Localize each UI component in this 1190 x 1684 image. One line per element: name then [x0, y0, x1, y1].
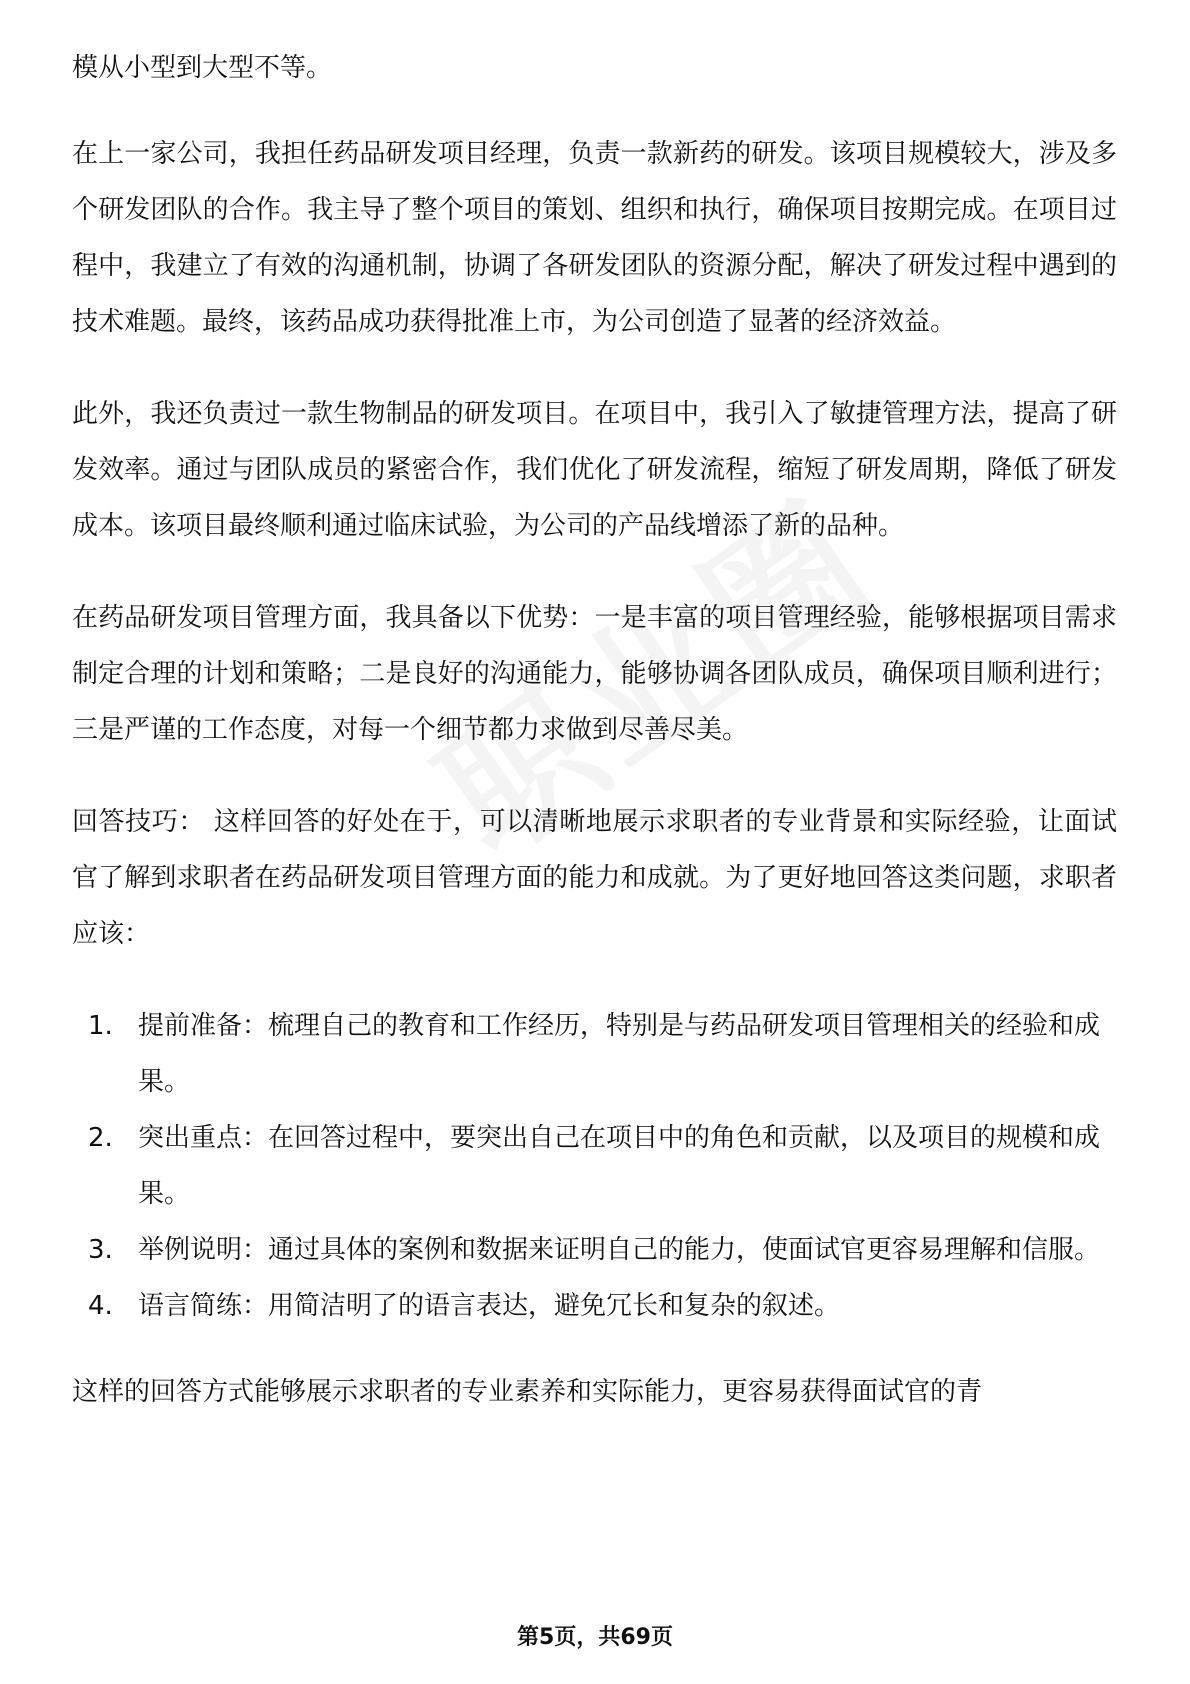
- paragraph-answer-tips: 回答技巧： 这样回答的好处在于，可以清晰地展示求职者的专业背景和实际经验，让面试官了解到求职者在药品研发项目管理方面的能力和成就。为了更好地回答这类问题，求职者应该：: [72, 807, 1117, 949]
- list-item-text: 突出重点：在回答过程中，要突出自己在项目中的角色和贡献，以及项目的规模和成果。: [138, 1123, 1101, 1209]
- list-item-number: 1.: [88, 1011, 113, 1041]
- list-item: [72, 998, 1117, 1110]
- document-body: [72, 40, 1117, 1456]
- paragraph-continuation: 模从小型到大型不等。: [72, 53, 333, 83]
- paragraph-biologics-project: 此外，我还负责过一款生物制品的研发项目。在项目中，我引入了敏捷管理方法，提高了研发效率。通过与团队成员的紧密合作，我们优化了研发流程，缩短了研发周期，降低了研发成本。该项目最终顺利通过临床试验，为公司的产品线增添了新的品种。: [72, 399, 1117, 541]
- list-item: [72, 1222, 1117, 1278]
- list-item: [72, 1278, 1117, 1334]
- paragraph-conclusion: 这样的回答方式能够展示求职者的专业素养和实际能力，更容易获得面试官的青: [72, 1377, 983, 1407]
- list-item-text: 举例说明：通过具体的案例和数据来证明自己的能力，使面试官更容易理解和信服。: [138, 1235, 1101, 1265]
- list-item-text: 语言简练：用简洁明了的语言表达，避免冗长和复杂的叙述。: [138, 1291, 841, 1321]
- list-item-number: 3.: [88, 1235, 113, 1265]
- list-item-number: 4.: [88, 1291, 113, 1321]
- list-item-number: 2.: [88, 1123, 113, 1153]
- list-item: [72, 1110, 1117, 1222]
- page-number: 第5页，共69页: [517, 1625, 673, 1650]
- list-item-text: 提前准备：梳理自己的教育和工作经历，特别是与药品研发项目管理相关的经验和成果。: [138, 1011, 1101, 1097]
- paragraph-advantages: 在药品研发项目管理方面，我具备以下优势：一是丰富的项目管理经验，能够根据项目需求制定合理的计划和策略；二是良好的沟通能力，能够协调各团队成员，确保项目顺利进行；三是严谨的工作态度，对每一个细节都力求做到尽善尽美。: [72, 603, 1117, 745]
- paragraph-previous-company: 在上一家公司，我担任药品研发项目经理，负责一款新药的研发。该项目规模较大，涉及多个研发团队的合作。我主导了整个项目的策划、组织和执行，确保项目按期完成。在项目过程中，我建立了有效的沟通机制，协调了各研发团队的资源分配，解决了研发过程中遇到的技术难题。最终，该药品成功获得批准上市，为公司创造了显著的经济效益。: [72, 139, 1117, 337]
- tips-list: [72, 998, 1117, 1334]
